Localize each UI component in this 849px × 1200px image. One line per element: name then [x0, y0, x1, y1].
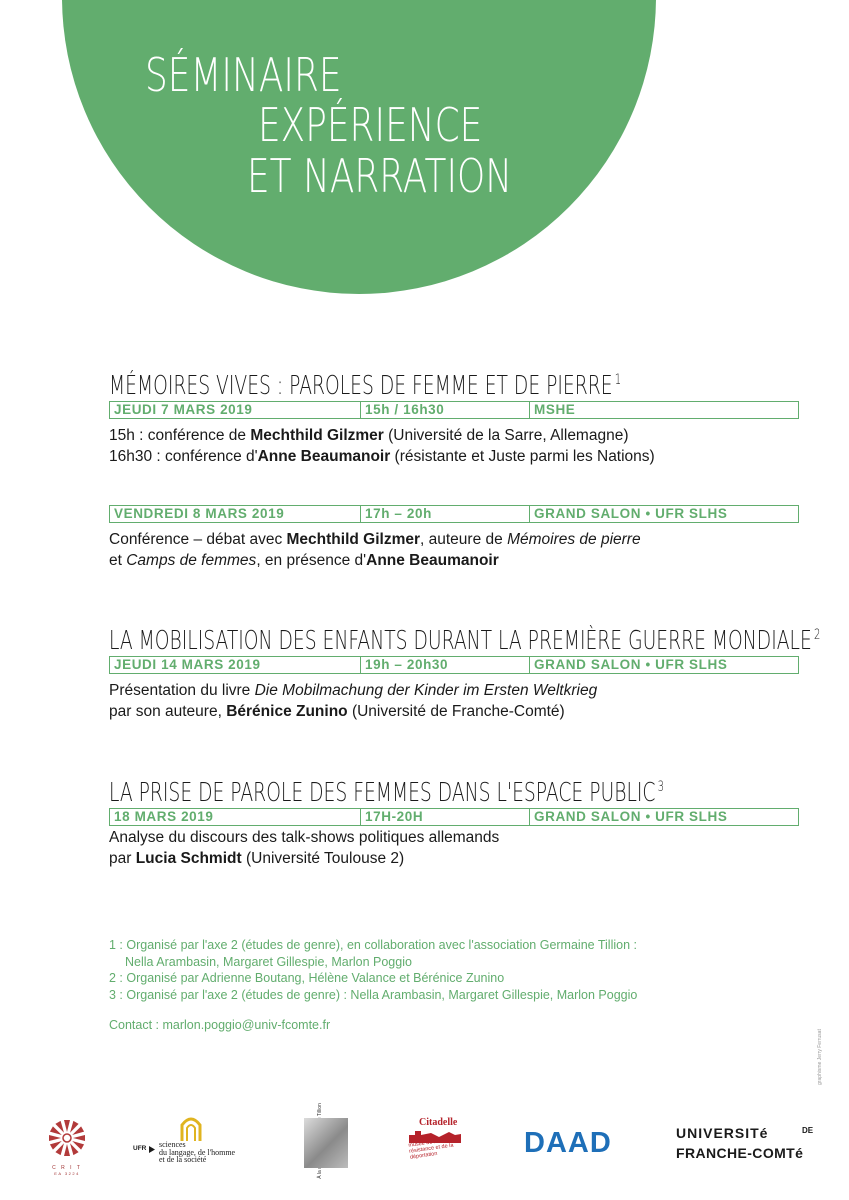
session-place: GRAND SALON • UFR SLHS	[529, 657, 798, 673]
ufr-slhs-logo: UFR sciences du langage, de l'homme et de la société	[133, 1115, 263, 1170]
footnote-marker: 2	[813, 627, 821, 643]
daad-logo: DAAD	[524, 1127, 612, 1159]
footnote-marker: 3	[657, 779, 665, 795]
footnotes	[109, 937, 637, 1003]
section-title: MÉMOIRES VIVES : PAROLES DE FEMME ET DE PIERRE $^1$	[109, 371, 622, 401]
session-place: GRAND SALON • UFR SLHS	[529, 809, 798, 825]
session-date: 18 MARS 2019	[114, 809, 214, 824]
speaker-name: Mechthild Gilzmer	[286, 531, 421, 548]
footnote-marker: 1	[614, 372, 622, 388]
section-title: LA MOBILISATION DES ENFANTS DURANT LA PREMIÈRE GUERRE MONDIALE $^2$	[109, 626, 821, 656]
speaker-name: Anne Beaumanoir	[257, 448, 391, 465]
session-time: 17H-20H	[360, 809, 529, 825]
speaker-name: Mechthild Gilzmer	[250, 427, 384, 444]
footnote-1-continued: Nella Arambasin, Margaret Gillespie, Marlon Poggio	[125, 954, 412, 969]
speaker-name: Anne Beaumanoir	[366, 552, 499, 569]
section-mobilisation-enfants	[109, 626, 821, 722]
session-time: 19h – 20h30	[360, 657, 529, 673]
footnote-3: 3 : Organisé par l'axe 2 (études de genre) : Nella Arambasin, Margaret Gillespie, Marlon Poggio	[109, 987, 638, 1002]
contact-line: Contact : marlon.poggio@univ-fcomte.fr	[109, 1018, 331, 1032]
ufc-logo: UNIVERSITé DE FRANCHE-COMTé	[676, 1125, 814, 1161]
session-time: 15h / 16h30	[360, 402, 529, 418]
section-prise-de-parole	[109, 780, 799, 869]
citadelle-logo: Citadelle musée de la résistance et de la déportation	[405, 1117, 463, 1167]
session-description: Présentation du livre Die Mobilmachung der Kinder im Ersten Weltkrieg par son auteure, Bérénice Zunino (Université de Franche-Comté)	[109, 682, 598, 720]
session-info-bar	[109, 656, 799, 674]
session-description: 15h : conférence de Mechthild Gilzmer (Université de la Sarre, Allemagne) 16h30 : conférence d'Anne Beaumanoir (résistante et Juste parmi les Nations)	[109, 427, 655, 465]
session-description: Conférence – débat avec Mechthild Gilzmer, auteure de Mémoires de pierre et Camps de femmes, en présence d'Anne Beaumanoir	[109, 531, 641, 569]
session-date: VENDREDI 8 MARS 2019	[114, 506, 285, 521]
ufr-arch-icon	[179, 1115, 203, 1141]
design-credit: graphisme Jerry Ferrusat	[817, 1029, 823, 1085]
session-place: MSHE	[529, 402, 798, 418]
speaker-name: Bérénice Zunino	[226, 703, 348, 720]
crit-rosette-icon	[44, 1118, 90, 1160]
section-title: LA PRISE DE PAROLE DES FEMMES DANS L'ESPACE PUBLIC $^3$	[109, 778, 665, 808]
portrait-image	[304, 1118, 348, 1168]
title-line-3: ET NARRATION	[247, 149, 513, 203]
work-title: Camps de femmes	[126, 552, 257, 569]
work-title: Mémoires de pierre	[507, 531, 641, 548]
title-line-2: EXPÉRIENCE	[258, 98, 483, 152]
footnote-2: 2 : Organisé par Adrienne Boutang, Hélène Valance et Bérénice Zunino	[109, 971, 505, 985]
speaker-name: Lucia Schmidt	[135, 850, 242, 867]
crit-logo: C R I T EA 3224	[44, 1118, 90, 1176]
germaine-tillion-logo	[296, 1118, 348, 1168]
partner-logos	[0, 1115, 849, 1175]
ufr-mark-icon	[149, 1146, 155, 1153]
session-info-bar	[109, 808, 799, 826]
session-info-bar	[109, 505, 799, 523]
footnote-1: 1 : Organisé par l'axe 2 (études de genre), en collaboration avec l'association Germaine Tillion :	[109, 938, 637, 952]
session-time: 17h – 20h	[360, 506, 529, 522]
work-title: Die Mobilmachung der Kinder im Ersten Weltkrieg	[254, 682, 598, 699]
session-date: JEUDI 7 MARS 2019	[114, 402, 253, 417]
session-date: JEUDI 14 MARS 2019	[114, 657, 261, 672]
title-line-1: SÉMINAIRE	[145, 48, 342, 102]
session-place: GRAND SALON • UFR SLHS	[529, 506, 798, 522]
section-memoires-vives	[109, 373, 799, 571]
session-info-bar	[109, 401, 799, 419]
session-description: Analyse du discours des talk-shows politiques allemands par Lucia Schmidt (Université Toulouse 2)	[109, 829, 500, 867]
